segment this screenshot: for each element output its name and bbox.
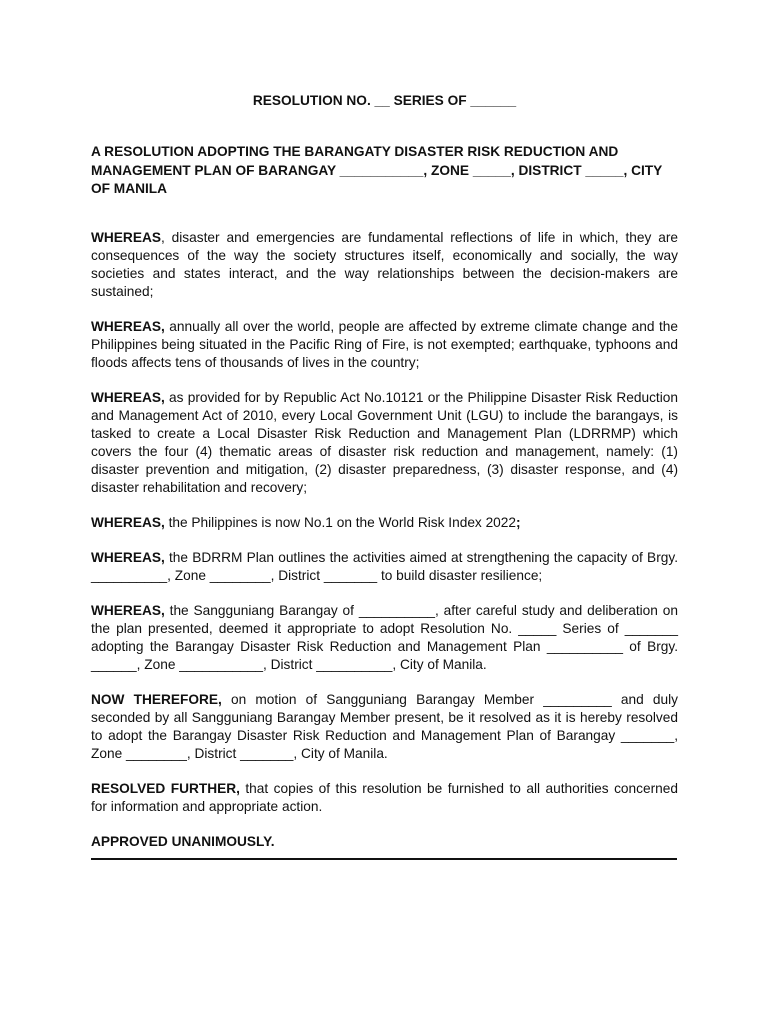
approved-unanimously: APPROVED UNANIMOUSLY. xyxy=(91,833,275,849)
paragraph-text: the Sangguniang Barangay of __________, after careful study and deliberation on the plan presented, deemed it appropriate to adopt Resolution No. _____ Series of _______ adopting the Barangay Disaster Risk Reduction and Management Plan __________ of Brgy. ______, Zone ___________, District __________, City of Manila. xyxy=(91,602,678,672)
paragraph-lead: WHEREAS, xyxy=(91,514,165,530)
whereas-paragraph-5 xyxy=(91,549,678,585)
paragraph-tail: ; xyxy=(516,514,521,530)
paragraph-text: on motion of Sangguniang Barangay Member _________ and duly seconded by all Sangguniang Barangay Member present, be it resolved as it is hereby resolved to adopt the Barangay Disaster Risk Reduction and Management Plan of Barangay _______, Zone ________, District _______, City of Manila. xyxy=(91,691,678,761)
document-page xyxy=(91,92,678,860)
whereas-paragraph-2 xyxy=(91,318,678,372)
paragraph-lead: WHEREAS, xyxy=(91,602,165,618)
paragraph-text: , disaster and emergencies are fundamental reflections of life in which, they are consequences of the way the society structures itself, economically and socially, the way societies and states interact, and the way relationships between the decision-makers are sustained; xyxy=(91,229,678,299)
now-therefore-paragraph xyxy=(91,691,678,763)
resolved-further-paragraph xyxy=(91,780,678,816)
paragraph-text: as provided for by Republic Act No.10121 or the Philippine Disaster Risk Reduction and Management Act of 2010, every Local Government Unit (LGU) to include the barangays, is tasked to create a Local Disaster Risk Reduction and Management Plan (LDRRMP) which covers the four (4) thematic areas of disaster risk reduction and management, namely: (1) disaster prevention and mitigation, (2) disaster preparedness, (3) disaster response, and (4) disaster rehabilitation and recovery; xyxy=(91,389,678,495)
whereas-paragraph-1 xyxy=(91,229,678,301)
whereas-paragraph-4 xyxy=(91,514,678,532)
paragraph-lead: WHEREAS, xyxy=(91,549,165,565)
paragraph-lead: WHEREAS, xyxy=(91,318,165,334)
resolution-title: RESOLUTION NO. __ SERIES OF ______ xyxy=(252,93,517,108)
paragraph-lead: WHEREAS, xyxy=(91,389,165,405)
paragraph-text: the Philippines is now No.1 on the World Risk Index 2022 xyxy=(164,514,517,530)
resolution-heading: A RESOLUTION ADOPTING THE BARANGATY DISASTER RISK REDUCTION AND MANAGEMENT PLAN OF BARANGAY ___________, ZONE _____, DISTRICT _____, CITY OF MANILA xyxy=(91,144,663,196)
paragraph-lead: WHEREAS xyxy=(91,229,161,245)
signature-divider-line xyxy=(91,858,677,860)
paragraph-text: that copies of this resolution be furnished to all authorities concerned for information and appropriate action. xyxy=(91,780,678,814)
paragraph-text: the BDRRM Plan outlines the activities aimed at strengthening the capacity of Brgy. __________, Zone ________, District _______ to build disaster resilience; xyxy=(91,549,678,583)
paragraph-lead: RESOLVED FURTHER, xyxy=(91,780,240,796)
paragraph-lead: NOW THEREFORE, xyxy=(91,691,222,707)
whereas-paragraph-3 xyxy=(91,389,678,497)
paragraph-text: annually all over the world, people are affected by extreme climate change and the Philippines being situated in the Pacific Ring of Fire, is not exempted; earthquake, typhoons and floods affects tens of thousands of lives in the country; xyxy=(91,318,678,370)
whereas-paragraph-6 xyxy=(91,602,678,674)
